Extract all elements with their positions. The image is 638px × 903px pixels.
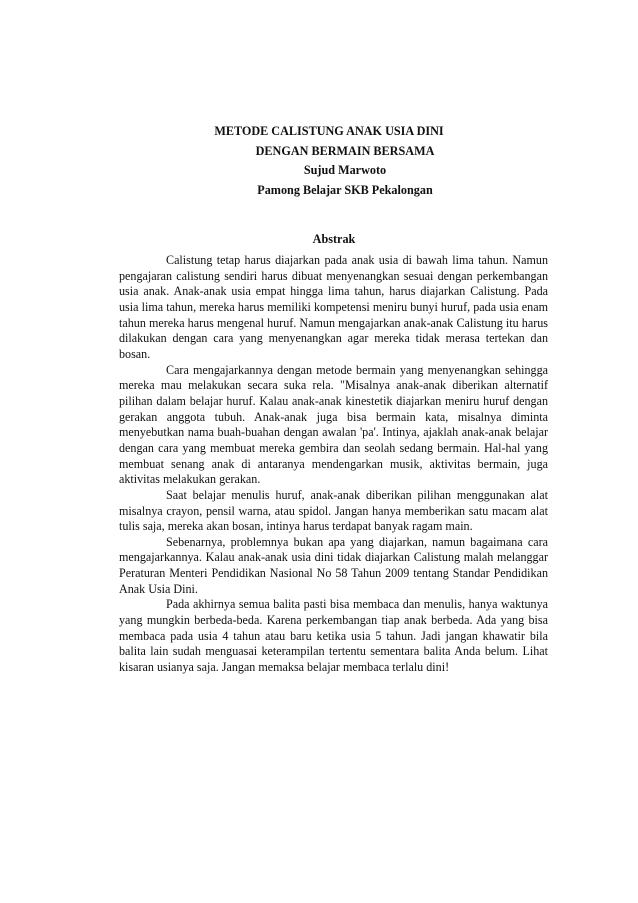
abstract-paragraph: Calistung tetap harus diajarkan pada anak usia di bawah lima tahun. Namun pengajaran calistung sendiri harus dibuat menyenangkan sesuai dengan perkembangan usia anak. Anak-anak usia empat hingga lima tahun, harus diajarkan Calistung. Pada usia lima tahun, mereka harus memiliki kompetensi meniru bunyi huruf, pada usia enam tahun mereka harus mengenal huruf. Namun mengajarkan anak-anak Calistung itu harus dilakukan dengan cara yang menyenangkan agar mereka tidak merasa tertekan dan bosan. xyxy=(119,253,548,361)
abstract-heading: Abstrak xyxy=(312,232,356,246)
abstract-paragraph: Pada akhirnya semua balita pasti bisa membaca dan menulis, hanya waktunya yang mungkin berbeda-beda. Karena perkembangan tiap anak berbeda. Ada yang bisa membaca pada usia 4 tahun atau baru ketika usia 5 tahun. Jadi jangan khawatir bila balita lain sudah menguasai keterampilan tertentu sementara balita Anda belum. Lihat kisaran usianya saja. Jangan memaksa belajar membaca terlalu dini! xyxy=(119,597,548,675)
abstract-body xyxy=(119,253,548,676)
abstract-paragraph: Saat belajar menulis huruf, anak-anak diberikan pilihan menggunakan alat misalnya crayon, pensil warna, atau spidol. Jangan hanya memberikan satu macam alat tulis saja, mereka akan bosan, intinya harus terdapat banyak ragam main. xyxy=(119,487,548,534)
author-affiliation: Pamong Belajar SKB Pekalongan xyxy=(257,182,433,197)
title-line-2: DENGAN BERMAIN BERSAMA xyxy=(255,143,435,158)
abstract-paragraph: Cara mengajarkannya dengan metode bermain yang menyenangkan sehingga mereka mau melakukan secara suka rela. "Misalnya anak-anak diberikan alternatif pilihan dalam belajar huruf. Kalau anak-anak kinestetik diajarkan meniru huruf dengan gerakan anggota tubuh. Anak-anak juga bisa bermain kata, misalnya diminta menyebutkan nama buah-buahan dengan awalan 'pa'. Intinya, ajaklah anak-anak belajar dengan cara yang membuat mereka gembira dan seolah sedang bermain. Hal-hal yang membuat senang anak di antaranya mendengarkan musik, aktivitas bermain, juga aktivitas melakukan gerakan. xyxy=(119,362,548,487)
title-line-1: METODE CALISTUNG ANAK USIA DINI xyxy=(214,124,444,138)
document-header xyxy=(0,122,638,200)
author-name: Sujud Marwoto xyxy=(303,163,387,177)
abstract-paragraph: Sebenarnya, problemnya bukan apa yang diajarkan, namun bagaimana cara mengajarkannya. Kalau anak-anak usia dini tidak diajarkan Calistung malah melanggar Peraturan Menteri Pendidikan Nasional No 58 Tahun 2009 tentang Standar Pendidikan Anak Usia Dini. xyxy=(119,534,548,596)
